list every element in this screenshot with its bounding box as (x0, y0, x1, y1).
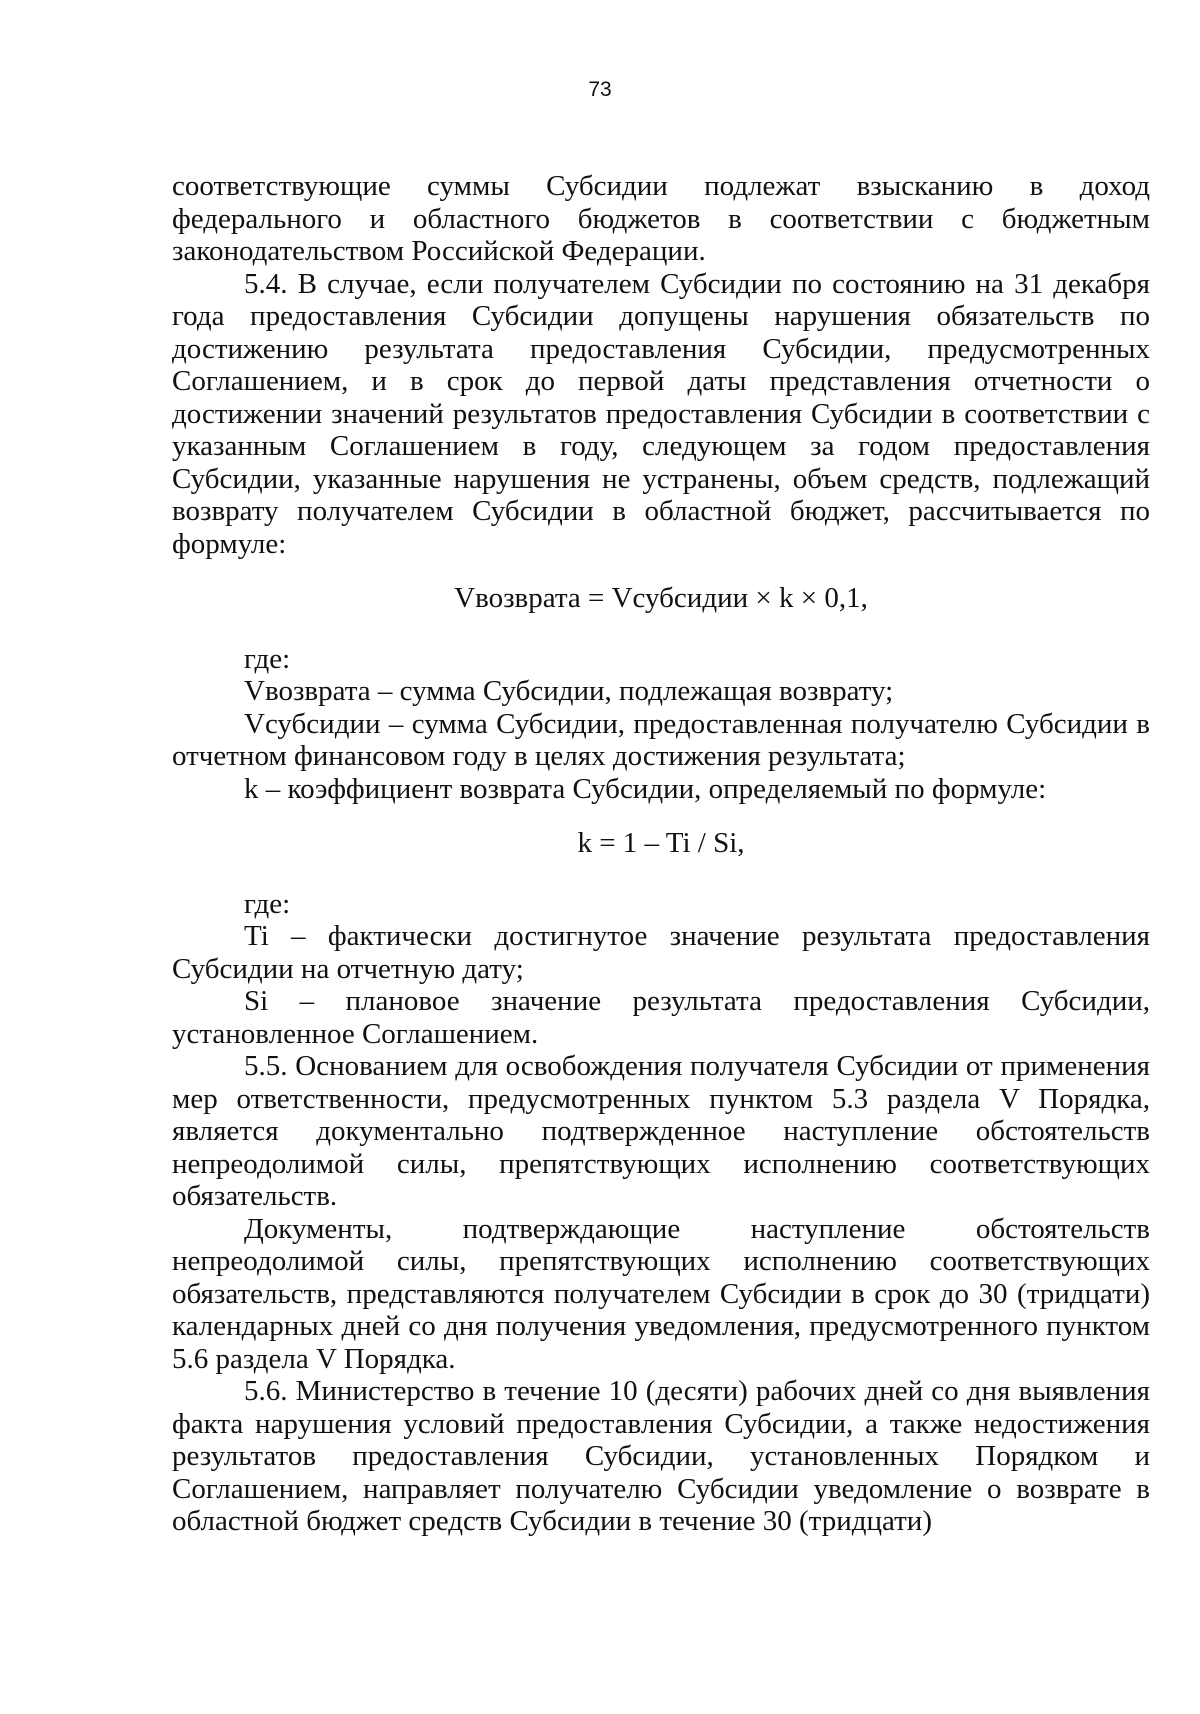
paragraph-5-6: 5.6. Министерство в течение 10 (десяти) рабочих дней со дня выявления факта нарушения условий предоставления Субсидии, а также недостижения результатов предоставления Субсидии, установленных Порядком и Соглашением, направляет получателю Субсидии уведомление о возврате в областной бюджет средств Субсидии в течение 30 (тридцати) (172, 1375, 1150, 1537)
page-number: 73 (588, 78, 612, 101)
paragraph-5-4: 5.4. В случае, если получателем Субсидии по состоянию на 31 декабря года предоставления Субсидии допущены нарушения обязательств по достижению результата предоставления Субсидии, предусмотренных Соглашением, и в срок до первой даты представления отчетности о достижении значений результатов предоставления Субсидии в соответствии с указанным Соглашением в году, следующем за годом предоставления Субсидии, указанные нарушения не устранены, объем средств, подлежащий возврату получателем Субсидии в областной бюджет, рассчитывается по формуле: (172, 267, 1150, 560)
definition-v-refund: Vвозврата – сумма Субсидии, подлежащая возврату; (244, 675, 894, 707)
paragraph-5-5: 5.5. Основанием для освобождения получателя Субсидии от применения мер ответственности, предусмотренных пунктом 5.3 раздела V Порядка, является документально подтвержденное наступление обстоятельств непреодолимой силы, препятствующих исполнению соответствующих обязательств. (172, 1050, 1150, 1212)
definition-v-subsidy: Vсубсидии – сумма Субсидии, предоставленная получателю Субсидии в отчетном финансовом году в целях достижения результата; (172, 707, 1150, 772)
formula-coefficient-k: k = 1 – Ti / Si, (577, 827, 745, 859)
paragraph-documents: Документы, подтверждающие наступление обстоятельств непреодолимой силы, препятствующих исполнению соответствующих обязательств, представляются получателем Субсидии в срок до 30 (тридцати) календарных дней со дня получения уведомления, предусмотренного пунктом 5.6 раздела V Порядка. (172, 1212, 1150, 1375)
document-body (172, 170, 1150, 1538)
definition-ti: Ti – фактически достигнутое значение результата предоставления Субсидии на отчетную дату; (172, 920, 1150, 985)
definition-k: k – коэффициент возврата Субсидии, определяемый по формуле: (244, 772, 1047, 805)
definition-si: Si – плановое значение результата предоставления Субсидии, установленное Соглашением. (172, 985, 1150, 1050)
paragraph-continuation: соответствующие суммы Субсидии подлежат взысканию в доход федерального и областного бюджетов в соответствии с бюджетным законодательством Российской Федерации. (172, 170, 1150, 267)
where-label-1: где: (244, 642, 291, 675)
formula-refund-amount: Vвозврата = Vсубсидии × k × 0,1, (454, 582, 868, 614)
where-label-2: где: (244, 887, 291, 920)
